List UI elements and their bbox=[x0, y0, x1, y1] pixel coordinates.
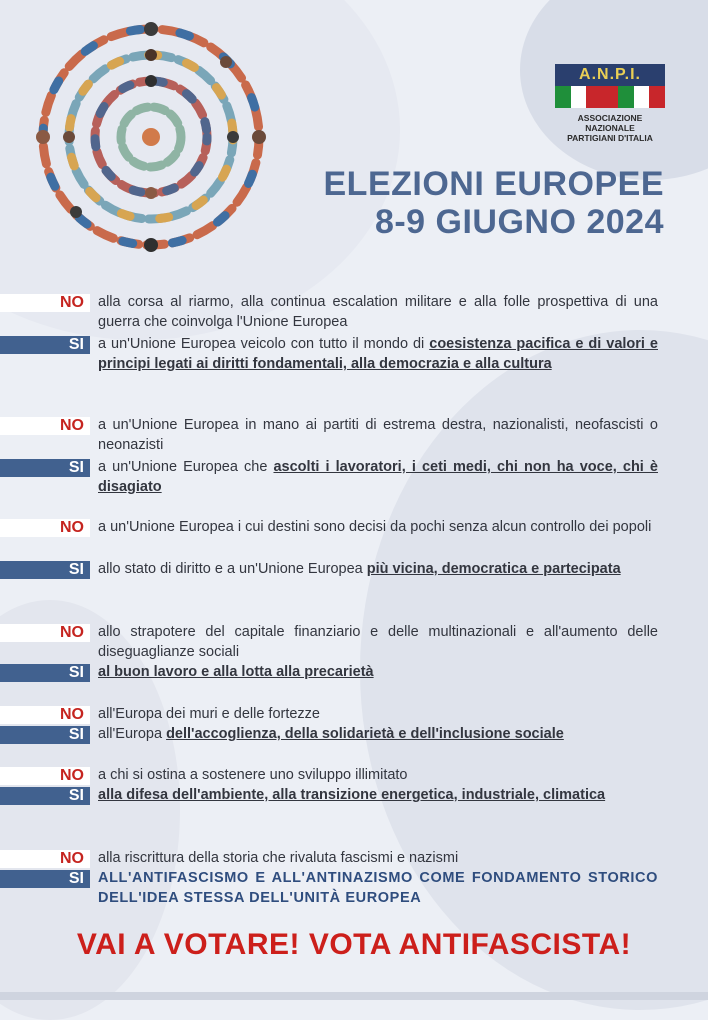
no-text: alla riscrittura della storia che rivaluta fascismi e nazismi bbox=[98, 850, 459, 866]
no-text: alla corsa al riarmo, alla continua escalation militare e alla folle prospettiva di una guerra che coinvolga l'Unione Europea bbox=[98, 294, 658, 330]
item-block-6 bbox=[0, 765, 708, 827]
page-title bbox=[324, 165, 665, 241]
si-plain: a un'Unione Europea veicolo con tutto il mondo di bbox=[98, 336, 430, 352]
anpi-subtitle bbox=[555, 113, 665, 143]
anpi-subtitle-line2: PARTIGIANI D'ITALIA bbox=[567, 133, 653, 143]
si-text bbox=[98, 785, 658, 805]
si-plain: all'Europa bbox=[98, 726, 167, 742]
item-block-3 bbox=[0, 517, 708, 601]
si-text-caps: ALL'ANTIFASCISMO E ALL'ANTINAZISMO COME FONDAMENTO STORICO DELL'IDEA STESSA DELL'UNITÀ EUROPEA bbox=[98, 870, 658, 906]
bottom-bar bbox=[0, 992, 708, 1000]
no-tag: NO bbox=[0, 624, 90, 642]
title-line1: ELEZIONI EUROPEE bbox=[323, 165, 664, 203]
si-text bbox=[98, 724, 658, 744]
anpi-logo bbox=[555, 64, 665, 143]
si-tag: SI bbox=[0, 787, 90, 805]
no-text: all'Europa dei muri e delle fortezze bbox=[98, 706, 320, 722]
no-tag: NO bbox=[0, 706, 90, 724]
title-line2: 8-9 GIUGNO 2024 bbox=[374, 203, 664, 241]
si-tag: SI bbox=[0, 459, 90, 477]
si-emphasis: alla difesa dell'ambiente, alla transizione energetica, industriale, climatica bbox=[98, 787, 606, 803]
si-emphasis: più vicina, democratica e partecipata bbox=[366, 561, 621, 577]
no-text: a un'Unione Europea in mano ai partiti di estrema destra, nazionalisti, neofascisti o neonazisti bbox=[98, 417, 658, 453]
no-text: a chi si ostina a sostenere uno sviluppo illimitato bbox=[98, 767, 408, 783]
anpi-subtitle-line1: ASSOCIAZIONE NAZIONALE bbox=[577, 113, 643, 133]
no-tag: NO bbox=[0, 767, 90, 785]
no-tag: NO bbox=[0, 294, 90, 312]
no-text: allo strapotere del capitale finanziario e delle multinazionali e all'aumento delle diseguaglianze sociali bbox=[98, 624, 658, 660]
si-text bbox=[98, 457, 658, 497]
item-block-2 bbox=[0, 415, 708, 499]
no-tag: NO bbox=[0, 850, 90, 868]
anpi-logo-letters: A.N.P.I. bbox=[555, 64, 665, 86]
si-emphasis: al buon lavoro e alla lotta alla precarietà bbox=[98, 664, 374, 680]
si-emphasis: coesistenza pacifica e di valori e principi legati ai diritti fondamentali, alla democrazia e alla cultura bbox=[98, 336, 658, 372]
item-block-4 bbox=[0, 622, 708, 684]
item-block-5 bbox=[0, 704, 708, 746]
no-tag: NO bbox=[0, 417, 90, 435]
call-to-action: VAI A VOTARE! VOTA ANTIFASCISTA! bbox=[76, 928, 632, 961]
si-tag: SI bbox=[0, 664, 90, 682]
italian-flags bbox=[555, 86, 665, 108]
si-tag: SI bbox=[0, 336, 90, 354]
no-tag: NO bbox=[0, 519, 90, 537]
si-tag: SI bbox=[0, 726, 90, 744]
si-tag: SI bbox=[0, 561, 90, 579]
si-plain: allo stato di diritto e a un'Unione Europea bbox=[98, 561, 367, 577]
item-block-1 bbox=[0, 292, 708, 396]
si-text bbox=[98, 334, 658, 374]
si-text bbox=[98, 662, 658, 682]
si-plain: a un'Unione Europea che bbox=[98, 459, 274, 475]
item-block-7 bbox=[0, 848, 708, 910]
people-circle-illustration bbox=[26, 12, 276, 262]
no-text: a un'Unione Europea i cui destini sono decisi da pochi senza alcun controllo dei popoli bbox=[98, 519, 652, 535]
si-tag: SI bbox=[0, 870, 90, 888]
si-emphasis: dell'accoglienza, della solidarietà e dell'inclusione sociale bbox=[166, 726, 564, 742]
si-emphasis: ascolti i lavoratori, i ceti medi, chi non ha voce, chi è disagiato bbox=[98, 459, 658, 495]
si-text bbox=[98, 559, 658, 579]
